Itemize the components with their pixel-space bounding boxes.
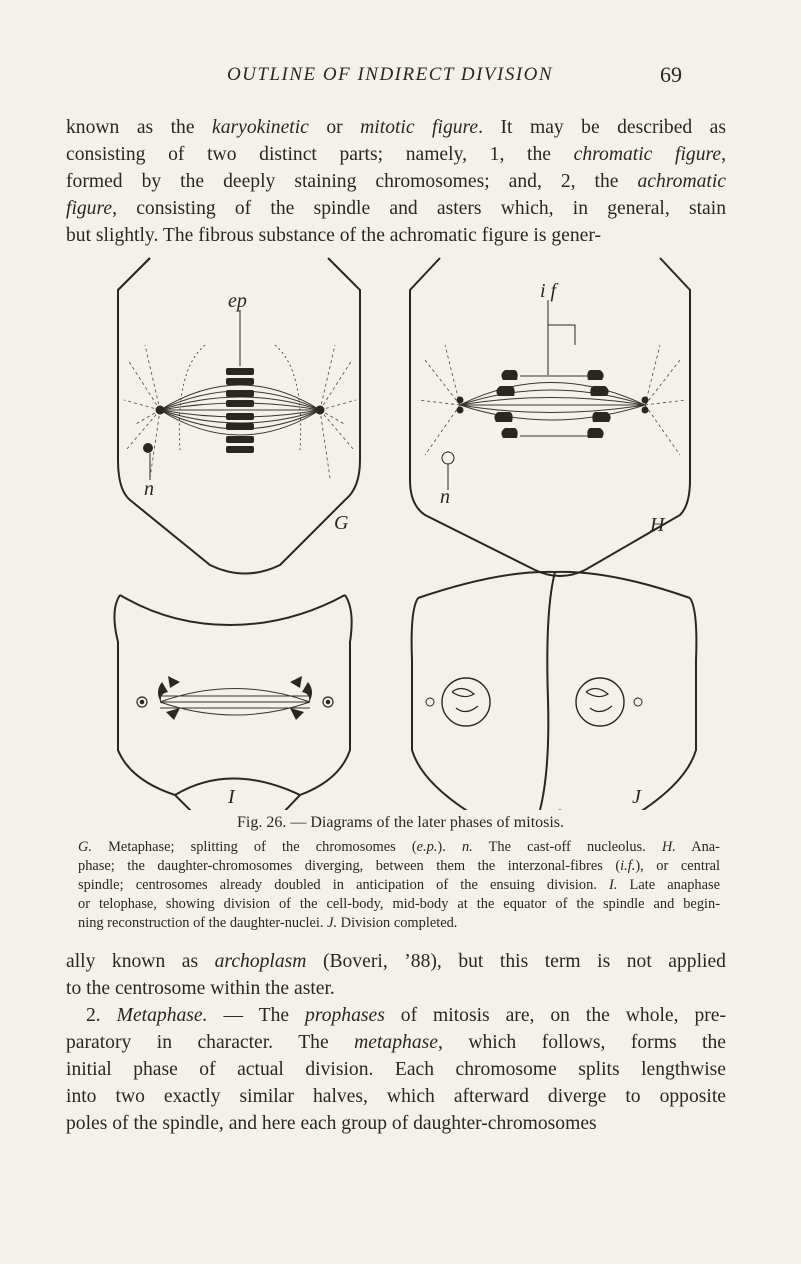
text-line: to the centrosome within the aster. bbox=[66, 978, 335, 999]
text-line: into two exactly similar halves, which afterward diverge to opposite bbox=[66, 1086, 726, 1107]
text-line: formed by the deeply staining chromosomes; and, 2, the achromatic bbox=[66, 171, 726, 192]
text-line: consisting of two distinct parts; namely, 1, the chromatic figure, bbox=[66, 144, 726, 165]
italic-run: achromatic bbox=[637, 171, 726, 192]
panel-h bbox=[410, 258, 690, 576]
label-g-n: n bbox=[144, 478, 154, 500]
italic-run: mitotic figure bbox=[360, 117, 479, 138]
italic-run: G. bbox=[78, 839, 92, 855]
figure-26-diagrams bbox=[0, 250, 801, 810]
italic-run: metaphase bbox=[354, 1032, 438, 1053]
text-line: but slightly. The fibrous substance of the achromatic figure is gener- bbox=[66, 225, 602, 246]
panel-j bbox=[412, 572, 697, 810]
label-j: J bbox=[632, 786, 641, 808]
italic-run: I. bbox=[609, 877, 618, 893]
figure-26 bbox=[0, 250, 801, 810]
italic-run: karyokinetic bbox=[212, 117, 309, 138]
panel-i bbox=[114, 595, 351, 810]
text-line: initial phase of actual division. Each chromosome splits lengthwise bbox=[66, 1059, 726, 1080]
text-line: spindle; centrosomes already doubled in anticipation of the ensuing division. I. Late anaphase bbox=[78, 877, 720, 893]
text-line: figure, consisting of the spindle and asters which, in general, stain bbox=[66, 198, 726, 219]
text-line: paratory in character. The metaphase, which follows, forms the bbox=[66, 1032, 726, 1053]
label-h-n: n bbox=[440, 486, 450, 508]
figure-caption-title: Fig. 26. — Diagrams of the later phases of mitosis. bbox=[236, 814, 565, 831]
italic-run: H. bbox=[661, 839, 676, 855]
text-line: known as the karyokinetic or mitotic figure. It may be described as bbox=[66, 117, 727, 138]
text-line: G. Metaphase; splitting of the chromosomes (e.p.). n. The cast-off nucleolus. H. Ana- bbox=[78, 839, 720, 855]
label-g: G bbox=[334, 512, 349, 534]
italic-run: figure bbox=[66, 198, 113, 219]
text-line: or telophase, showing division of the cell-body, mid-body at the equator of the spindle and begin- bbox=[78, 896, 720, 912]
top-paragraph bbox=[66, 114, 726, 249]
italic-run: i.f. bbox=[620, 858, 636, 874]
text-line: ning reconstruction of the daughter-nuclei. J. Division completed. bbox=[78, 915, 458, 931]
text-line: poles of the spindle, and here each group of daughter-chromosomes bbox=[66, 1113, 597, 1134]
bottom-paragraph bbox=[66, 948, 726, 1137]
label-h: H bbox=[650, 514, 665, 536]
italic-run: chromatic figure bbox=[573, 144, 722, 165]
italic-run: e.p. bbox=[416, 839, 438, 855]
text-line: ally known as archoplasm (Boveri, ’88), but this term is not applied bbox=[66, 951, 726, 972]
italic-run: Metaphase. bbox=[116, 1005, 208, 1026]
italic-run: prophases bbox=[305, 1005, 385, 1026]
italic-run: n. bbox=[461, 839, 473, 855]
figure-caption-body bbox=[78, 838, 720, 933]
label-i: I bbox=[228, 786, 235, 808]
italic-run: archoplasm bbox=[214, 951, 307, 972]
page-number: 69 bbox=[660, 62, 682, 87]
italic-run: J. bbox=[327, 915, 338, 931]
running-title: OUTLINE OF INDIRECT DIVISION bbox=[226, 64, 554, 85]
running-head bbox=[0, 62, 801, 96]
text-line: phase; the daughter-chromosomes diverging, between them the interzonal-fibres (i.f.), or central bbox=[78, 858, 720, 874]
label-h-if: i f bbox=[540, 280, 557, 302]
label-g-ep: ep bbox=[228, 290, 247, 312]
text-line: 2. Metaphase. — The prophases of mitosis are, on the whole, pre- bbox=[86, 1005, 727, 1026]
